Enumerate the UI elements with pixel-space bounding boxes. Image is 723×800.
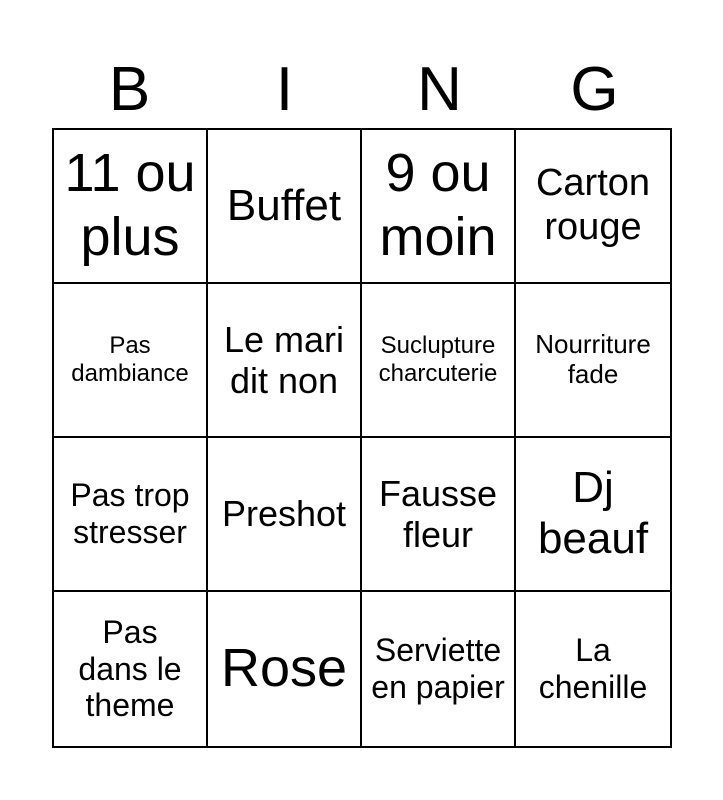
bingo-cell-text: La chenille xyxy=(538,632,648,705)
header-letter-n: N xyxy=(417,55,462,124)
bingo-cell[interactable] xyxy=(208,438,362,592)
bingo-cell-text: Nourriture fade xyxy=(535,329,651,389)
bingo-cell[interactable] xyxy=(362,284,516,438)
bingo-cell[interactable] xyxy=(516,438,670,592)
bingo-header xyxy=(52,52,672,128)
bingo-board xyxy=(52,128,672,748)
bingo-cell-text: Fausse fleur xyxy=(378,472,498,555)
bingo-cell-text: Pas trop stresser xyxy=(70,477,190,550)
bingo-cell[interactable] xyxy=(516,130,670,284)
bingo-cell-text: Pas dans le theme xyxy=(78,613,182,724)
header-letter-i: I xyxy=(275,55,294,124)
bingo-cell[interactable] xyxy=(362,592,516,746)
bingo-cell-text: Dj beauf xyxy=(537,463,649,563)
bingo-cell[interactable] xyxy=(208,284,362,438)
bingo-cell-text: 11 ou plus xyxy=(64,143,196,267)
header-letter-g: G xyxy=(570,55,619,124)
bingo-cell[interactable] xyxy=(362,130,516,284)
bingo-cell-text: Preshot xyxy=(221,493,347,535)
bingo-cell[interactable] xyxy=(516,284,670,438)
bingo-cell[interactable] xyxy=(208,130,362,284)
bingo-cell-text: Serviette en papier xyxy=(371,632,505,705)
bingo-cell[interactable] xyxy=(208,592,362,746)
bingo-cell[interactable] xyxy=(516,592,670,746)
bingo-cell[interactable] xyxy=(54,284,208,438)
bingo-cell[interactable] xyxy=(54,438,208,592)
bingo-cell[interactable] xyxy=(362,438,516,592)
bingo-cell-text: Le mari dit non xyxy=(223,318,345,401)
bingo-cell-text: Suclupture charcuterie xyxy=(378,332,498,387)
bingo-cell-text: Buffet xyxy=(226,180,342,230)
bingo-cell-text: Carton rouge xyxy=(535,162,651,248)
bingo-cell-text: Pas dambiance xyxy=(71,332,189,387)
bingo-cell-text: Rose xyxy=(220,638,348,699)
bingo-cell[interactable] xyxy=(54,592,208,746)
header-letter-b: B xyxy=(108,55,151,124)
bingo-cell-text: 9 ou moin xyxy=(379,143,497,267)
bingo-cell[interactable] xyxy=(54,130,208,284)
